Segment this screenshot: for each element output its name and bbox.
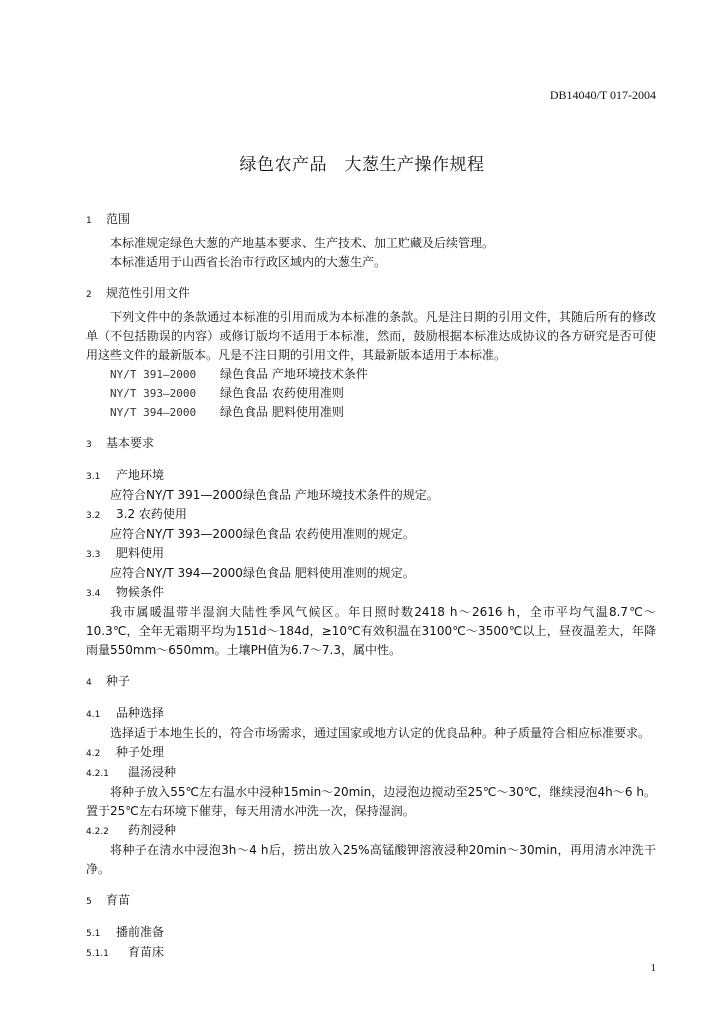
- section-3-4-text: 我市属暖温带半湿润大陆性季风气候区。年日照时数2418 h～2616 h，全市平均气温8.7℃～10.3℃，全年无霜期平均为151d～184d，≥10℃有效积温在3100℃～3500℃以上，昼夜温差大，年降雨量550mm～650mm。土壤PH值为6.7～7.3，属中性。: [86, 605, 656, 657]
- section-3-1-heading: 3.1 产地环境: [86, 468, 165, 482]
- section-3-2-text: 应符合NY/T 393—2000绿色食品 农药使用准则的规定。: [110, 527, 415, 541]
- document-body: [86, 210, 656, 963]
- section-4-2-2-heading: 4.2.2 药剂浸种: [86, 823, 177, 837]
- reference-row: NY/T 393—2000 绿色食品 农药使用准则: [110, 386, 344, 400]
- section-5-1-1-heading: 5.1.1 育苗床: [86, 945, 165, 959]
- section-4-2-1-text: 将种子放入55℃左右温水中浸种15min～20min，边浸泡边搅动至25℃～30℃，继续浸泡4h～6 h。置于25℃左右环境下催芽，每天用清水冲洗一次，保持湿润。: [86, 785, 656, 818]
- section-4-1-heading: 4.1 品种选择: [86, 706, 165, 720]
- section-2-heading: 2 规范性引用文件: [86, 286, 191, 300]
- page-number: 1: [650, 962, 656, 974]
- section-4-heading: 4 种子: [86, 674, 131, 688]
- section-4-2-2-text: 将种子在清水中浸泡3h～4 h后，捞出放入25%高锰酸钾溶液浸种20min～30min，再用清水冲洗干净。: [86, 843, 656, 876]
- reference-row: NY/T 394—2000 绿色食品 肥料使用准则: [110, 405, 344, 419]
- section-3-4-heading: 3.4 物候条件: [86, 585, 165, 599]
- section-3-heading: 3 基本要求: [86, 436, 155, 450]
- section-5-heading: 5 育苗: [86, 893, 131, 907]
- section-3-3-text: 应符合NY/T 394—2000绿色食品 肥料使用准则的规定。: [110, 566, 415, 580]
- page-title: 绿色农产品 大葱生产操作规程: [239, 155, 485, 175]
- section-1-line-2: 本标准适用于山西省长治市行政区域内的大葱生产。: [110, 255, 387, 269]
- section-1-line-1: 本标准规定绿色大葱的产地基本要求、生产技术、加工贮藏及后续管理。: [110, 236, 495, 250]
- section-3-1-text: 应符合NY/T 391—2000绿色食品 产地环境技术条件的规定。: [110, 488, 439, 502]
- section-4-2-1-heading: 4.2.1 温汤浸种: [86, 765, 177, 779]
- section-3-3-heading: 3.3 肥料使用: [86, 546, 165, 560]
- section-4-1-text: 选择适于本地生长的，符合市场需求，通过国家或地方认定的优良品种。种子质量符合相应标准要求。: [110, 726, 651, 740]
- section-3-2-heading: 3.2 3.2 农药使用: [86, 507, 187, 521]
- section-4-2-heading: 4.2 种子处理: [86, 745, 165, 759]
- section-5-1-heading: 5.1 播前准备: [86, 925, 165, 939]
- section-2-paragraph: 下列文件中的条款通过本标准的引用而成为本标准的条款。凡是注日期的引用文件，其随后所有的修改单（不包括勘误的内容）或修订版均不适用于本标准，然而，鼓励根据本标准达成协议的各方研究是否可使用这些文件的最新版本。凡是不注日期的引用文件，其最新版本适用于本标准。: [86, 310, 656, 362]
- standard-code: DB14040/T 017-2004: [549, 88, 656, 102]
- section-1-heading: 1 范围: [86, 212, 131, 226]
- reference-row: NY/T 391—2000 绿色食品 产地环境技术条件: [110, 367, 368, 381]
